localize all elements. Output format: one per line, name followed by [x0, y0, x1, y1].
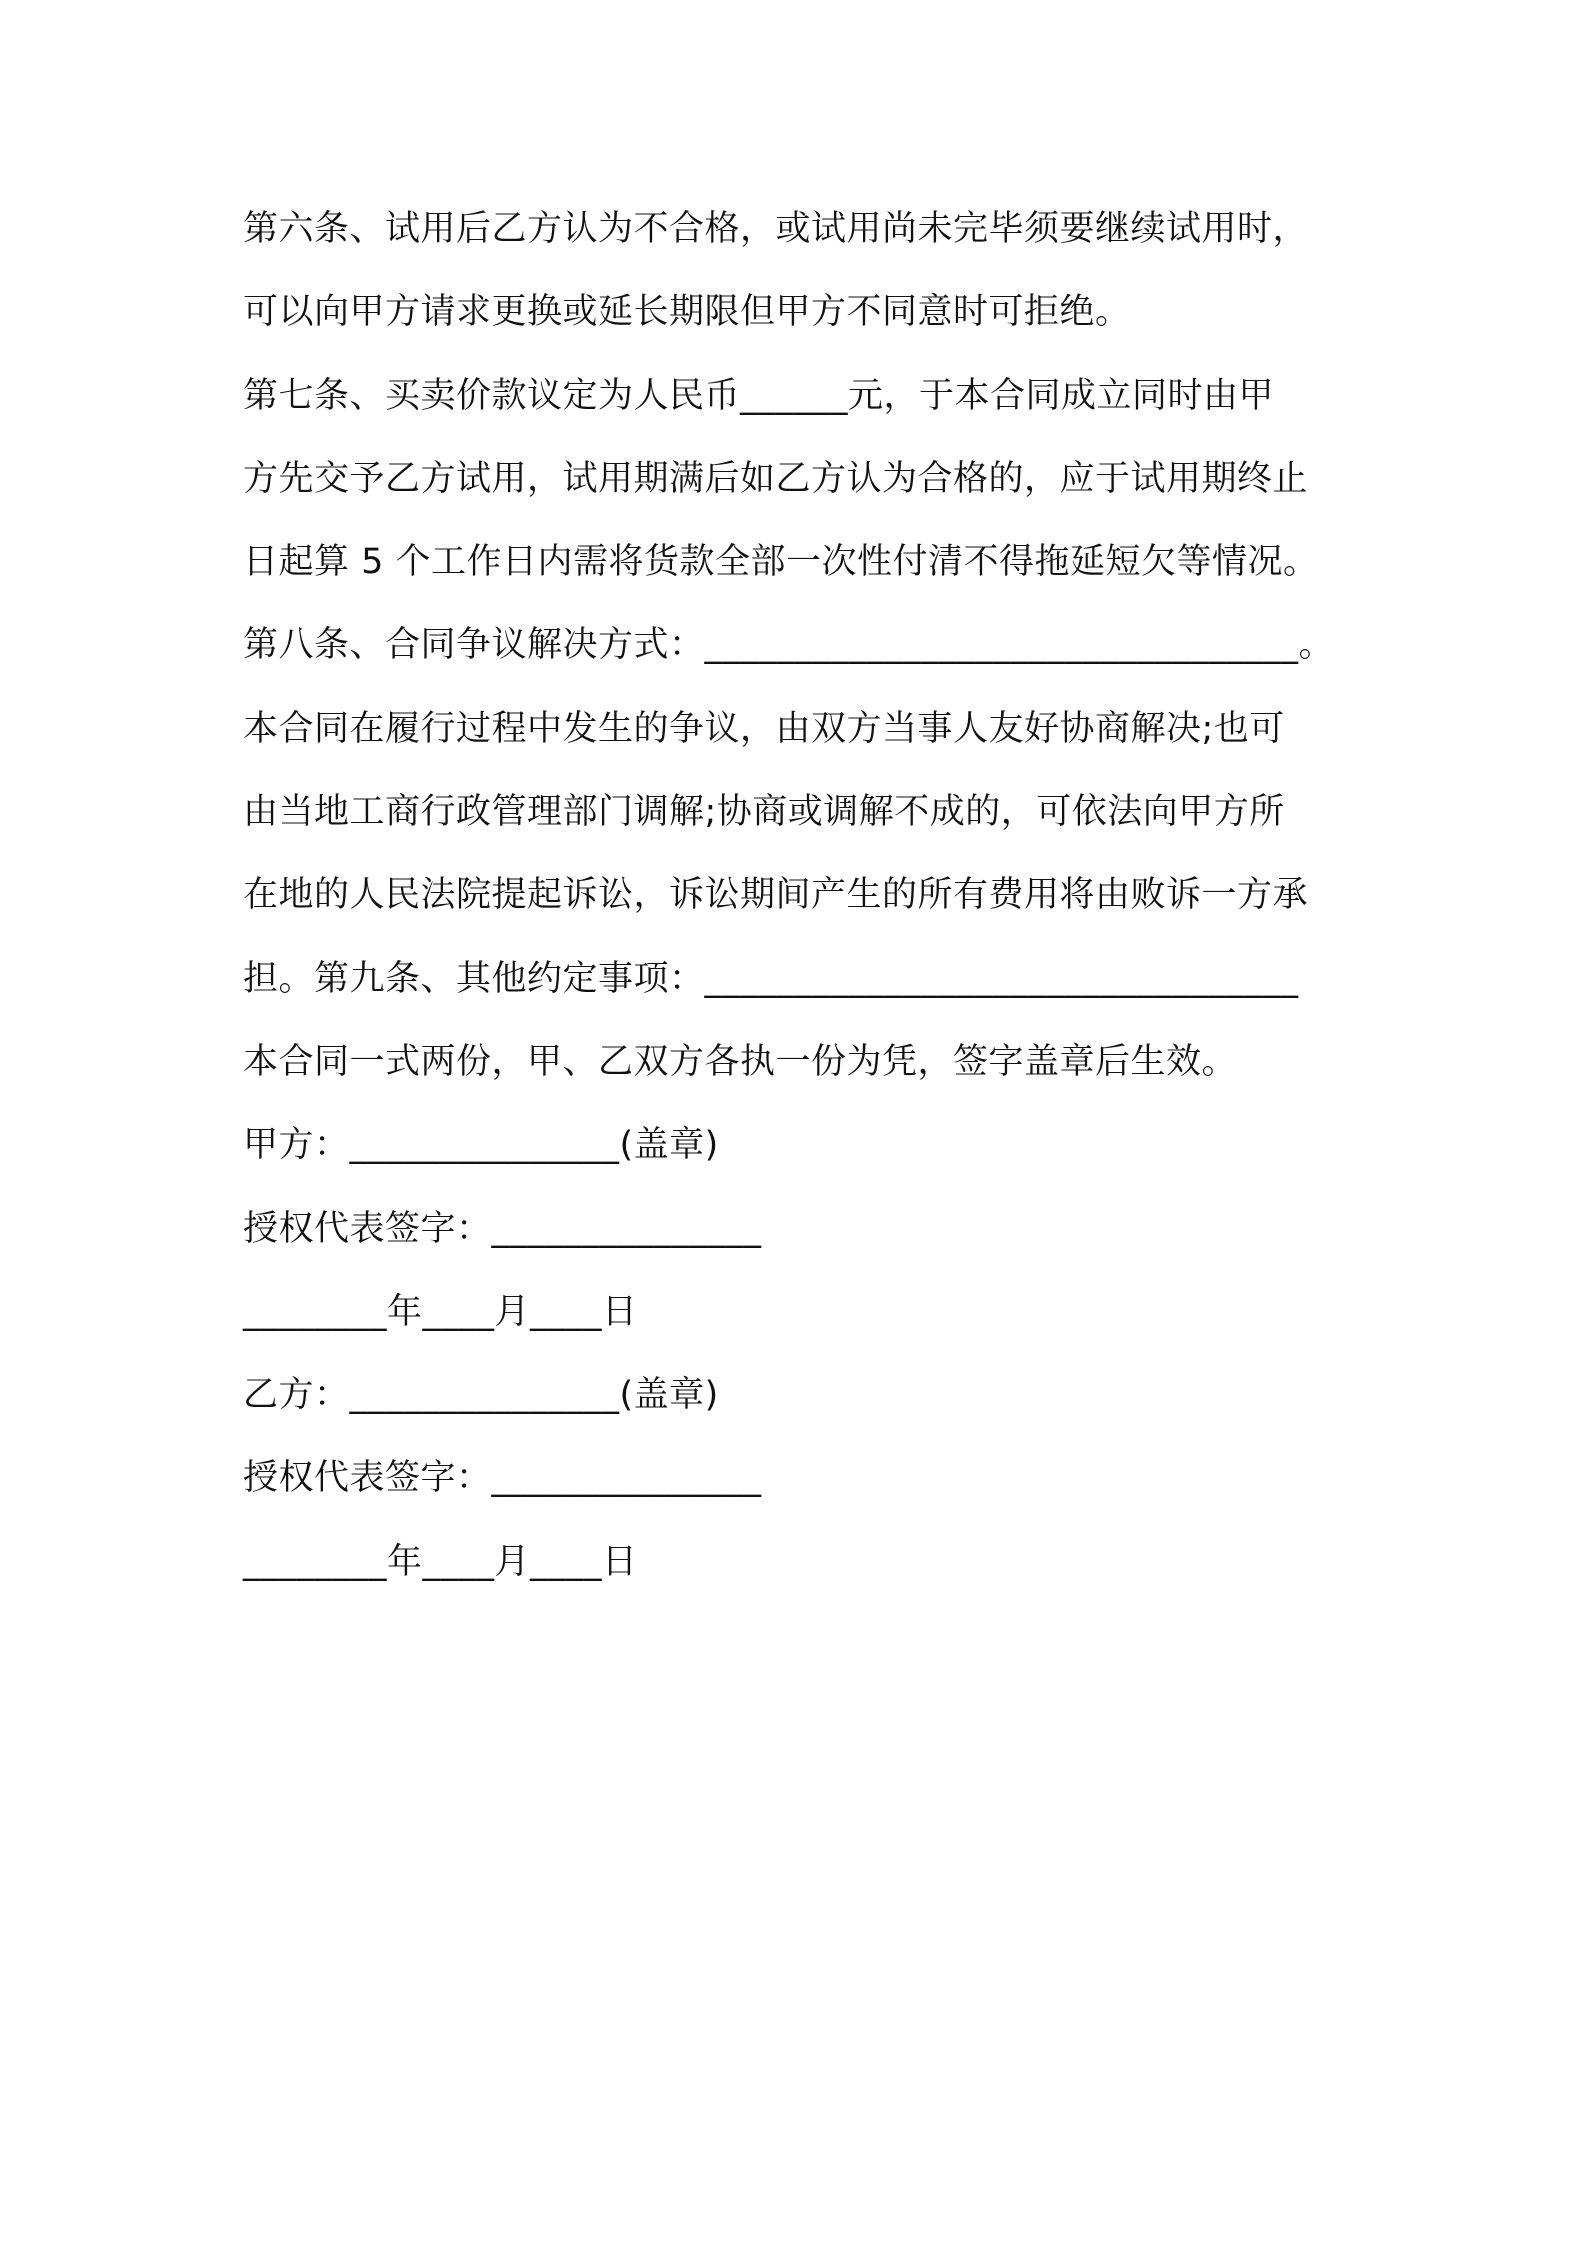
article-8-line-1: 第八条、合同争议解决方式：_________________________________。 — [243, 625, 1335, 665]
party-a-date-line: ________年____月____日 — [243, 1292, 638, 1332]
article-7-line-2: 方先交予乙方试用，试用期满后如乙方认为合格的，应于试用期终止 — [243, 459, 1309, 499]
party-b-signature-line: 授权代表签字：_______________ — [243, 1458, 762, 1498]
article-8-line-2: 本合同在履行过程中发生的争议，由双方当事人友好协商解决;也可 — [243, 709, 1285, 749]
party-b-seal-line: 乙方：_______________(盖章) — [243, 1375, 719, 1415]
article-7-line-3: 日起算 5 个工作日内需将货款全部一次性付清不得拖延短欠等情况。 — [243, 542, 1319, 582]
party-a-signature-line: 授权代表签字：_______________ — [243, 1209, 762, 1249]
party-b-date-line: ________年____月____日 — [243, 1542, 638, 1582]
article-7-line-1: 第七条、买卖价款议定为人民币______元，于本合同成立同时由甲 — [243, 376, 1275, 416]
article-8-line-3: 由当地工商行政管理部门调解;协商或调解不成的，可依法向甲方所 — [243, 792, 1285, 832]
article-6-line-2: 可以向甲方请求更换或延长期限但甲方不同意时可拒绝。 — [243, 292, 1131, 332]
party-a-seal-line: 甲方：_______________(盖章) — [243, 1125, 719, 1165]
effectiveness-clause: 本合同一式两份，甲、乙双方各执一份为凭，签字盖章后生效。 — [243, 1042, 1238, 1082]
article-8-line-4: 在地的人民法院提起诉讼，诉讼期间产生的所有费用将由败诉一方承 — [243, 875, 1309, 915]
article-9-line: 担。第九条、其他约定事项：_________________________________ — [243, 959, 1299, 999]
article-6-line-1: 第六条、试用后乙方认为不合格，或试用尚未完毕须要继续试用时， — [243, 209, 1309, 249]
